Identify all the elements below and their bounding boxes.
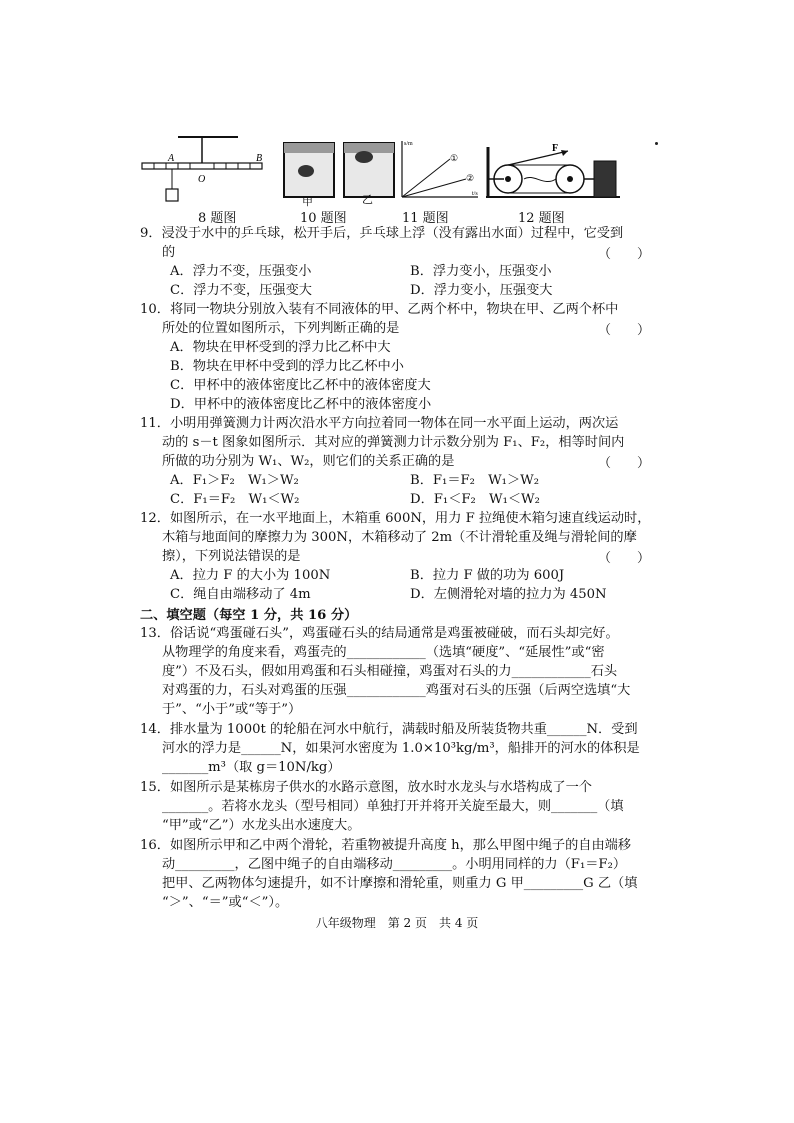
q16-line-2: 动_________，乙图中绳子的自由端移动_________。小明用同样的力（F₁＝F₂） <box>162 857 627 872</box>
q14-line-1: 14．排水量为 1000t 的轮船在河水中航行，满载时船及所装货物共重______N．受到 <box>140 722 638 737</box>
mark-2: ② <box>466 174 475 184</box>
q11-line-2: 动的 s－t 图象如图所示．其对应的弹簧测力计示数分别为 F₁、F₂，相等时间内 <box>162 435 625 450</box>
q9-option-a: A．浮力不变，压强变小 <box>170 264 312 279</box>
q10-answer-paren: （ ） <box>598 323 651 338</box>
label-o: O <box>198 174 206 185</box>
q15-line-2: _______。若将水龙头（型号相同）单独打开并将开关旋至最大，则_______（填 <box>162 799 624 814</box>
q13-line-1: 13．俗话说“鸡蛋碰石头”，鸡蛋碰石头的结局通常是鸡蛋被碰破，而石头却完好。 <box>140 626 619 641</box>
q10-option-b: B．物块在甲杯中受到的浮力比乙杯中小 <box>170 359 404 374</box>
q10-option-d: D．甲杯中的液体密度比乙杯中的液体密度小 <box>170 397 432 412</box>
q11-answer-paren: （ ） <box>598 456 651 471</box>
q12-option-d: D．左侧滑轮对墙的拉力为 450N <box>410 587 607 602</box>
label-a: A <box>168 153 175 164</box>
q16-line-1: 16．如图所示甲和乙中两个滑轮，若重物被提升高度 h，那么甲图中绳子的自由端移 <box>140 838 632 853</box>
q11-option-d: D．F₁＜F₂ W₁＜W₂ <box>410 492 540 507</box>
mark-1: ① <box>450 154 459 164</box>
q9-option-b: B．浮力变小，压强变小 <box>410 264 552 279</box>
q11-option-c: C．F₁＝F₂ W₁＜W₂ <box>170 492 300 507</box>
q11-line-1: 11．小明用弹簧测力计两次沿水平方向拉着同一物体在同一水平面上运动，两次运 <box>140 416 619 431</box>
q12-option-a: A．拉力 F 的大小为 100N <box>170 568 331 583</box>
label-b: B <box>256 153 263 164</box>
q13-line-4: 对鸡蛋的力，石头对鸡蛋的压强____________鸡蛋对石头的压强（后两空选填“大 <box>162 683 631 698</box>
pulley-figure <box>484 143 624 203</box>
axis-y-label: s/m <box>404 141 413 147</box>
q9-option-c: C．浮力不变，压强变大 <box>170 283 312 298</box>
cups-figure <box>280 137 400 203</box>
q11-option-a: A．F₁＞F₂ W₁＞W₂ <box>170 473 299 488</box>
q10-line-2: 所处的位置如图所示，下列判断正确的是 <box>162 321 400 336</box>
q10-option-c: C．甲杯中的液体密度比乙杯中的液体密度大 <box>170 378 431 393</box>
caption-12: 12 题图 <box>518 211 565 226</box>
q15-line-1: 15．如图所示是某栋房子供水的水路示意图，放水时水龙头与水塔构成了一个 <box>140 780 592 795</box>
q12-option-c: C．绳自由端移动了 4m <box>170 587 311 602</box>
q16-line-4: “＞”、“＝”或“＜”）。 <box>162 895 289 910</box>
axis-x-label: t/s <box>472 191 478 197</box>
q9-line-1: 9．浸没于水中的乒乓球，松开手后，乒乓球上浮（没有露出水面）过程中，它受到 <box>140 226 624 241</box>
q11-option-b: B．F₁＝F₂ W₁＞W₂ <box>410 473 539 488</box>
q14-line-3: _______m³（取 g＝10N/kg） <box>162 760 341 775</box>
q12-line-1: 12．如图所示，在一水平地面上，木箱重 600N，用力 F 拉绳使木箱匀速直线运动时， <box>140 511 651 526</box>
caption-10: 10 题图 <box>300 211 347 226</box>
label-jia: 甲 <box>302 195 313 208</box>
q10-line-1: 10．将同一物块分别放入装有不同液体的甲、乙两个杯中，物块在甲、乙两个杯中 <box>140 302 619 317</box>
q9-option-d: D．浮力变小，压强变大 <box>410 283 553 298</box>
figures-row <box>138 135 658 225</box>
q15-line-3: “甲”或“乙”）水龙头出水速度大。 <box>162 818 361 833</box>
page-footer: 八年级物理 第 2 页 共 4 页 <box>315 916 479 930</box>
q9-answer-paren: （ ） <box>598 247 651 262</box>
q12-answer-paren: （ ） <box>598 551 651 566</box>
q12-line-3: 擦），下列说法错误的是 <box>162 549 301 564</box>
q13-line-3: 度”）不及石头，假如用鸡蛋和石头相碰撞，鸡蛋对石头的力____________石头 <box>162 664 618 679</box>
q10-option-a: A．物块在甲杯受到的浮力比乙杯中大 <box>170 340 391 355</box>
caption-8: 8 题图 <box>198 211 237 226</box>
q13-line-2: 从物理学的角度来看，鸡蛋壳的____________（选填“硬度”、“延展性”或“密 <box>162 645 605 660</box>
lever-figure <box>138 135 270 205</box>
q9-line-2: 的 <box>162 245 176 260</box>
q13-line-5: 于”、“小于”或“等于”） <box>162 702 302 717</box>
st-graph-figure <box>396 135 482 203</box>
q16-line-3: 把甲、乙两物体匀速提升，如不计摩擦和滑轮重，则重力 G 甲_________G 乙（填 <box>162 876 638 891</box>
q11-line-3: 所做的功分别为 W₁、W₂，则它们的关系正确的是 <box>162 454 455 469</box>
q14-line-2: 河水的浮力是______N，如果河水密度为 1.0×10³kg/m³，船排开的河水的体积是 <box>162 741 640 756</box>
label-yi: 乙 <box>362 193 373 206</box>
q12-option-b: B．拉力 F 做的功为 600J <box>410 568 565 583</box>
label-f: F <box>552 143 559 154</box>
q12-line-2: 木箱与地面间的摩擦力为 300N，木箱移动了 2m（不计滑轮重及绳与滑轮间的摩 <box>162 530 637 545</box>
section-2-title: 二、填空题（每空 1 分，共 16 分） <box>140 608 358 623</box>
caption-11: 11 题图 <box>402 211 449 226</box>
